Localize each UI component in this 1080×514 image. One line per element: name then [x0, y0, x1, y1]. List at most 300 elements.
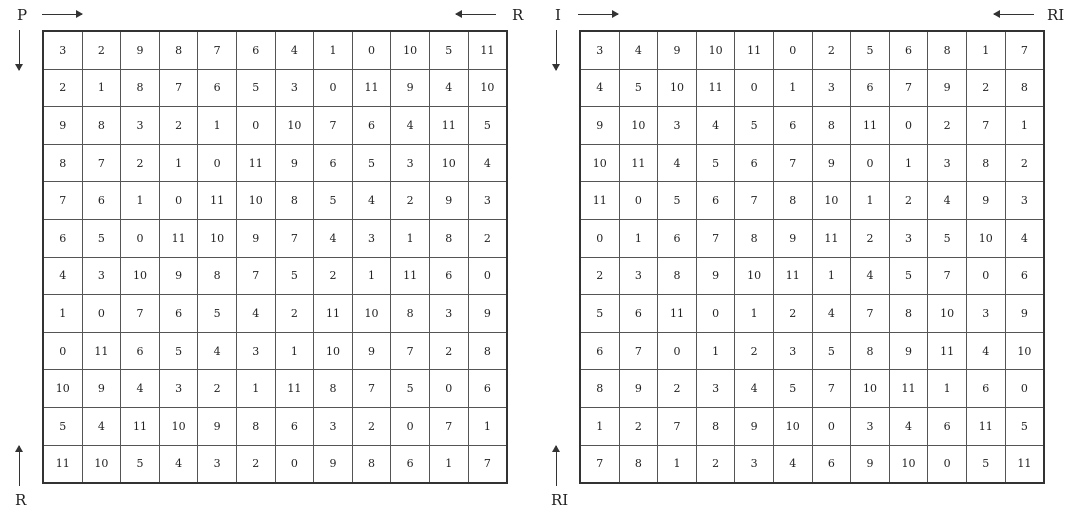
matrix-cell: 3: [275, 69, 314, 107]
matrix-cell: 10: [198, 219, 237, 257]
matrix-cell: 11: [429, 107, 468, 145]
matrix-cell: 3: [391, 144, 430, 182]
matrix-cell: 10: [429, 144, 468, 182]
matrix-cell: 7: [198, 31, 237, 69]
arrow-right-icon: [578, 9, 618, 19]
matrix-cell: 10: [966, 219, 1005, 257]
matrix-cell: 7: [928, 257, 967, 295]
matrix-cell: 8: [198, 257, 237, 295]
matrix-cell: 7: [1005, 31, 1044, 69]
matrix-cell: 2: [1005, 144, 1044, 182]
matrix-cell: 9: [735, 407, 774, 445]
matrix-cell: 1: [391, 219, 430, 257]
matrix-cell: 3: [314, 407, 353, 445]
matrix-cell: 4: [928, 182, 967, 220]
matrix-cell: 1: [236, 370, 275, 408]
matrix-cell: 5: [121, 445, 160, 483]
matrix-cell: 5: [1005, 407, 1044, 445]
matrix-cell: 0: [159, 182, 198, 220]
matrix-cell: 10: [812, 182, 851, 220]
retrograde-bottom-label: R: [15, 491, 27, 509]
matrix-cell: 8: [236, 407, 275, 445]
matrix-cell: 7: [391, 332, 430, 370]
matrix-cell: 1: [580, 407, 619, 445]
matrix-cell: 7: [658, 407, 697, 445]
matrix-cell: 4: [735, 370, 774, 408]
matrix-cell: 5: [966, 445, 1005, 483]
matrix-cell: 3: [43, 31, 82, 69]
matrix-cell: 8: [429, 219, 468, 257]
matrix-cell: 5: [352, 144, 391, 182]
matrix-cell: 10: [1005, 332, 1044, 370]
matrix-cell: 9: [658, 31, 697, 69]
matrix-cell: 7: [429, 407, 468, 445]
matrix-cell: 5: [619, 69, 658, 107]
matrix-cell: 5: [275, 257, 314, 295]
matrix-cell: 1: [198, 107, 237, 145]
matrix-cell: 5: [580, 295, 619, 333]
matrix-cell: 7: [889, 69, 928, 107]
matrix-row: [43, 332, 507, 370]
matrix-cell: 1: [352, 257, 391, 295]
matrix-cell: 4: [236, 295, 275, 333]
matrix-cell: 9: [198, 407, 237, 445]
matrix-cell: 11: [658, 295, 697, 333]
matrix-row: [43, 69, 507, 107]
matrix-cell: 3: [580, 31, 619, 69]
matrix-cell: 0: [429, 370, 468, 408]
matrix-cell: 4: [391, 107, 430, 145]
matrix-cell: 9: [928, 69, 967, 107]
matrix-cell: 0: [391, 407, 430, 445]
matrix-cell: 8: [82, 107, 121, 145]
matrix-cell: 5: [851, 31, 890, 69]
matrix-cell: 0: [314, 69, 353, 107]
matrix-cell: 5: [696, 144, 735, 182]
matrix-cell: 9: [121, 31, 160, 69]
matrix-cell: 3: [352, 219, 391, 257]
matrix-cell: 11: [928, 332, 967, 370]
matrix-cell: 4: [851, 257, 890, 295]
matrix-cell: 5: [468, 107, 507, 145]
matrix-row: [580, 407, 1044, 445]
matrix-row: [580, 370, 1044, 408]
matrix-cell: 5: [658, 182, 697, 220]
matrix-cell: 4: [1005, 219, 1044, 257]
matrix-cell: 0: [352, 31, 391, 69]
matrix-cell: 1: [658, 445, 697, 483]
matrix-cell: 3: [851, 407, 890, 445]
matrix-cell: 8: [619, 445, 658, 483]
matrix-row: [43, 31, 507, 69]
matrix-cell: 7: [468, 445, 507, 483]
matrix-cell: 10: [352, 295, 391, 333]
matrix-cell: 1: [275, 332, 314, 370]
matrix-cell: 8: [851, 332, 890, 370]
matrix-cell: 2: [851, 219, 890, 257]
matrix-row: [580, 219, 1044, 257]
matrix-cell: 7: [619, 332, 658, 370]
matrix-cell: 4: [773, 445, 812, 483]
matrix-cell: 6: [391, 445, 430, 483]
matrix-cell: 9: [275, 144, 314, 182]
matrix-cell: 6: [1005, 257, 1044, 295]
matrix-cell: 7: [43, 182, 82, 220]
matrix-cell: 8: [658, 257, 697, 295]
prime-label: P: [17, 6, 28, 24]
matrix-cell: 3: [429, 295, 468, 333]
matrix-cell: 1: [928, 370, 967, 408]
matrix-cell: 11: [812, 219, 851, 257]
matrix-cell: 2: [352, 407, 391, 445]
matrix-cell: 4: [429, 69, 468, 107]
matrix-cell: 11: [198, 182, 237, 220]
matrix-cell: 0: [966, 257, 1005, 295]
matrix-cell: 4: [658, 144, 697, 182]
matrix-cell: 10: [391, 31, 430, 69]
matrix-cell: 2: [773, 295, 812, 333]
matrix-cell: 0: [696, 295, 735, 333]
matrix-row: [43, 445, 507, 483]
retrograde-inversion-bottom-label: RI: [551, 491, 569, 509]
matrix-cell: 6: [82, 182, 121, 220]
matrix-cell: 2: [121, 144, 160, 182]
prime-matrix-grid: [42, 30, 508, 484]
matrix-cell: 7: [352, 370, 391, 408]
matrix-cell: 1: [314, 31, 353, 69]
matrix-cell: 0: [82, 295, 121, 333]
matrix-cell: 3: [658, 107, 697, 145]
matrix-cell: 2: [43, 69, 82, 107]
matrix-cell: 9: [696, 257, 735, 295]
matrix-cell: 9: [773, 219, 812, 257]
matrix-cell: 1: [812, 257, 851, 295]
matrix-cell: 9: [580, 107, 619, 145]
matrix-cell: 0: [658, 332, 697, 370]
matrix-cell: 5: [928, 219, 967, 257]
matrix-cell: 6: [159, 295, 198, 333]
matrix-cell: 10: [43, 370, 82, 408]
matrix-cell: 8: [773, 182, 812, 220]
matrix-cell: 6: [619, 295, 658, 333]
matrix-row: [580, 257, 1044, 295]
matrix-cell: 2: [159, 107, 198, 145]
matrix-cell: 10: [735, 257, 774, 295]
inversion-matrix-grid: [579, 30, 1045, 484]
matrix-cell: 5: [773, 370, 812, 408]
matrix-cell: 9: [966, 182, 1005, 220]
matrix-cell: 10: [696, 31, 735, 69]
matrix-cell: 3: [812, 69, 851, 107]
matrix-cell: 3: [966, 295, 1005, 333]
matrix-cell: 1: [429, 445, 468, 483]
matrix-cell: 6: [275, 407, 314, 445]
matrix-cell: 10: [773, 407, 812, 445]
matrix-cell: 2: [696, 445, 735, 483]
matrix-cell: 9: [43, 107, 82, 145]
matrix-cell: 6: [735, 144, 774, 182]
matrix-cell: 5: [429, 31, 468, 69]
arrow-left-icon: [456, 9, 496, 19]
matrix-cell: 10: [658, 69, 697, 107]
matrix-cell: 2: [198, 370, 237, 408]
matrix-cell: 3: [82, 257, 121, 295]
matrix-cell: 11: [773, 257, 812, 295]
matrix-cell: 10: [121, 257, 160, 295]
matrix-cell: 6: [198, 69, 237, 107]
matrix-cell: 8: [696, 407, 735, 445]
matrix-cell: 6: [773, 107, 812, 145]
matrix-cell: 2: [928, 107, 967, 145]
matrix-cell: 3: [735, 445, 774, 483]
matrix-row: [43, 107, 507, 145]
matrix-cell: 4: [121, 370, 160, 408]
matrix-cell: 5: [889, 257, 928, 295]
matrix-cell: 6: [121, 332, 160, 370]
matrix-cell: 8: [966, 144, 1005, 182]
matrix-cell: 7: [236, 257, 275, 295]
matrix-cell: 2: [966, 69, 1005, 107]
matrix-cell: 4: [43, 257, 82, 295]
matrix-cell: 2: [889, 182, 928, 220]
matrix-cell: 0: [236, 107, 275, 145]
matrix-cell: 10: [580, 144, 619, 182]
matrix-cell: 10: [619, 107, 658, 145]
matrix-cell: 11: [391, 257, 430, 295]
matrix-cell: 6: [468, 370, 507, 408]
matrix-cell: 9: [1005, 295, 1044, 333]
matrix-cell: 6: [696, 182, 735, 220]
matrix-cell: 6: [352, 107, 391, 145]
matrix-row: [43, 370, 507, 408]
matrix-cell: 7: [159, 69, 198, 107]
matrix-cell: 1: [773, 69, 812, 107]
matrix-cell: 6: [966, 370, 1005, 408]
matrix-cell: 2: [619, 407, 658, 445]
matrix-cell: 11: [889, 370, 928, 408]
matrix-cell: 10: [468, 69, 507, 107]
matrix-cell: 11: [468, 31, 507, 69]
matrix-cell: 1: [82, 69, 121, 107]
matrix-cell: 4: [352, 182, 391, 220]
matrix-cell: 0: [889, 107, 928, 145]
matrix-cell: 7: [696, 219, 735, 257]
matrix-cell: 2: [429, 332, 468, 370]
retrograde-inversion-label: RI: [1047, 6, 1065, 24]
matrix-cell: 11: [82, 332, 121, 370]
matrix-cell: 2: [468, 219, 507, 257]
matrix-cell: 1: [696, 332, 735, 370]
matrix-cell: 1: [468, 407, 507, 445]
matrix-cell: 11: [314, 295, 353, 333]
matrix-cell: 8: [468, 332, 507, 370]
matrix-cell: 6: [580, 332, 619, 370]
arrow-up-icon: [551, 446, 561, 486]
matrix-cell: 3: [696, 370, 735, 408]
matrix-cell: 10: [889, 445, 928, 483]
matrix-cell: 7: [275, 219, 314, 257]
matrix-cell: 5: [391, 370, 430, 408]
matrix-row: [580, 445, 1044, 483]
matrix-cell: 2: [391, 182, 430, 220]
matrix-cell: 5: [43, 407, 82, 445]
matrix-cell: 11: [236, 144, 275, 182]
matrix-cell: 11: [851, 107, 890, 145]
matrix-cell: 2: [658, 370, 697, 408]
matrix-cell: 2: [735, 332, 774, 370]
matrix-row: [580, 69, 1044, 107]
matrix-cell: 10: [82, 445, 121, 483]
matrix-cell: 10: [314, 332, 353, 370]
matrix-cell: 7: [314, 107, 353, 145]
matrix-cell: 4: [198, 332, 237, 370]
matrix-cell: 4: [619, 31, 658, 69]
matrix-cell: 2: [275, 295, 314, 333]
matrix-cell: 8: [889, 295, 928, 333]
matrix-cell: 9: [889, 332, 928, 370]
matrix-cell: 8: [812, 107, 851, 145]
matrix-row: [580, 31, 1044, 69]
matrix-cell: 1: [43, 295, 82, 333]
matrix-cell: 7: [121, 295, 160, 333]
inversion-label: I: [555, 6, 561, 24]
matrix-cell: 6: [43, 219, 82, 257]
matrix-cell: 3: [236, 332, 275, 370]
matrix-cell: 4: [966, 332, 1005, 370]
matrix-cell: 3: [1005, 182, 1044, 220]
matrix-cell: 3: [159, 370, 198, 408]
matrix-cell: 8: [275, 182, 314, 220]
matrix-cell: 10: [928, 295, 967, 333]
matrix-cell: 5: [159, 332, 198, 370]
matrix-cell: 7: [735, 182, 774, 220]
matrix-cell: 7: [82, 144, 121, 182]
matrix-cell: 7: [966, 107, 1005, 145]
matrix-cell: 4: [159, 445, 198, 483]
matrix-row: [43, 407, 507, 445]
arrow-down-icon: [551, 30, 561, 70]
matrix-cell: 11: [352, 69, 391, 107]
matrix-cell: 1: [966, 31, 1005, 69]
matrix-cell: 8: [580, 370, 619, 408]
matrix-cell: 0: [928, 445, 967, 483]
matrix-cell: 2: [812, 31, 851, 69]
matrix-cell: 7: [580, 445, 619, 483]
matrix-cell: 11: [43, 445, 82, 483]
matrix-cell: 5: [812, 332, 851, 370]
matrix-row: [580, 144, 1044, 182]
matrix-cell: 3: [889, 219, 928, 257]
matrix-cell: 2: [314, 257, 353, 295]
matrix-cell: 6: [236, 31, 275, 69]
matrix-cell: 9: [851, 445, 890, 483]
matrix-cell: 11: [619, 144, 658, 182]
matrix-cell: 9: [236, 219, 275, 257]
matrix-cell: 0: [43, 332, 82, 370]
matrix-cell: 4: [696, 107, 735, 145]
matrix-cell: 8: [314, 370, 353, 408]
matrix-cell: 5: [236, 69, 275, 107]
matrix-cell: 8: [352, 445, 391, 483]
matrix-cell: 0: [275, 445, 314, 483]
matrix-cell: 1: [121, 182, 160, 220]
matrix-cell: 3: [121, 107, 160, 145]
matrix-row: [43, 219, 507, 257]
matrix-cell: 3: [773, 332, 812, 370]
matrix-cell: 9: [314, 445, 353, 483]
arrow-up-icon: [14, 446, 24, 486]
matrix-cell: 11: [735, 31, 774, 69]
matrix-cell: 6: [928, 407, 967, 445]
matrix-cell: 3: [468, 182, 507, 220]
arrow-left-icon: [994, 9, 1034, 19]
matrix-cell: 9: [82, 370, 121, 408]
matrix-cell: 1: [889, 144, 928, 182]
matrix-cell: 7: [812, 370, 851, 408]
matrix-cell: 1: [159, 144, 198, 182]
matrix-row: [580, 295, 1044, 333]
matrix-cell: 7: [773, 144, 812, 182]
matrix-cell: 9: [159, 257, 198, 295]
matrix-cell: 5: [82, 219, 121, 257]
matrix-cell: 3: [928, 144, 967, 182]
matrix-cell: 6: [812, 445, 851, 483]
matrix-cell: 11: [159, 219, 198, 257]
matrix-cell: 10: [851, 370, 890, 408]
matrix-cell: 11: [121, 407, 160, 445]
matrix-cell: 0: [580, 219, 619, 257]
matrix-cell: 8: [121, 69, 160, 107]
matrix-cell: 5: [735, 107, 774, 145]
matrix-row: [43, 144, 507, 182]
retrograde-label: R: [512, 6, 524, 24]
matrix-cell: 10: [236, 182, 275, 220]
matrix-cell: 2: [236, 445, 275, 483]
matrix-row: [43, 182, 507, 220]
matrix-cell: 2: [82, 31, 121, 69]
matrix-cell: 6: [658, 219, 697, 257]
matrix-cell: 0: [812, 407, 851, 445]
matrix-cell: 8: [43, 144, 82, 182]
matrix-cell: 10: [159, 407, 198, 445]
matrix-cell: 9: [391, 69, 430, 107]
matrix-cell: 8: [1005, 69, 1044, 107]
matrix-cell: 6: [314, 144, 353, 182]
matrix-cell: 1: [735, 295, 774, 333]
arrow-right-icon: [42, 9, 82, 19]
matrix-cell: 0: [619, 182, 658, 220]
matrix-cell: 9: [352, 332, 391, 370]
matrix-cell: 4: [889, 407, 928, 445]
matrix-cell: 6: [851, 69, 890, 107]
matrix-cell: 0: [851, 144, 890, 182]
matrix-cell: 11: [966, 407, 1005, 445]
matrix-cell: 11: [580, 182, 619, 220]
matrix-cell: 0: [198, 144, 237, 182]
matrix-row: [43, 295, 507, 333]
matrix-cell: 4: [812, 295, 851, 333]
matrix-cell: 0: [735, 69, 774, 107]
matrix-row: [43, 257, 507, 295]
matrix-cell: 8: [391, 295, 430, 333]
matrix-row: [580, 182, 1044, 220]
matrix-cell: 9: [619, 370, 658, 408]
matrix-cell: 8: [735, 219, 774, 257]
matrix-cell: 3: [198, 445, 237, 483]
matrix-cell: 11: [1005, 445, 1044, 483]
matrix-cell: 9: [429, 182, 468, 220]
matrix-cell: 6: [889, 31, 928, 69]
